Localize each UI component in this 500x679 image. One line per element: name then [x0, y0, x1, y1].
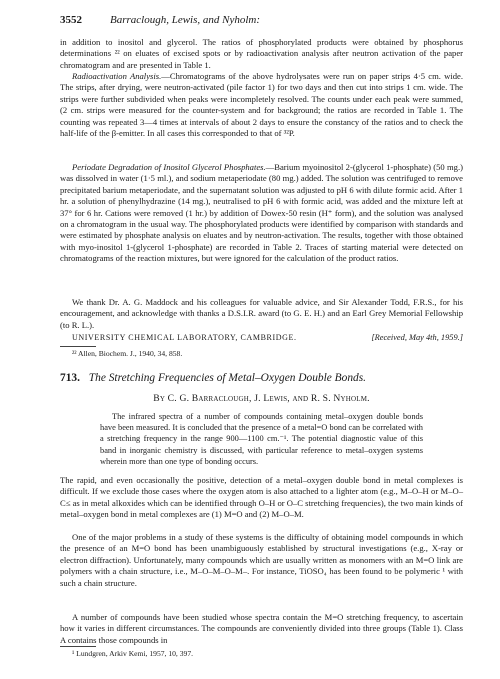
article-abstract: The infrared spectra of a number of compounds containing metal–oxygen double bonds have been measured. It is concluded that the presence of a metal=O bond can be correlated with a stretching frequency in the range 900—1100 cm.⁻¹. The potential diagnostic value of this band in inorganic chemistry is discussed, with particular reference to metal–oxygen systems wherein more than one type of bonding occurs.	[100, 412, 423, 466]
periodate-text: —Barium myoinositol 2-(glycerol 1-phosphate) (50 mg.) was dissolved in water (1·5 ml.), and sodium metaperiodate (80 mg.) added. The solution was centrifuged to remove precipitated barium metaperiodate, and the supernatant solution was adjusted to pH 6 with dilute formic acid. After 1 hr. a solution of phenylhydrazine (14 mg.), neutralised to pH 6 with formic acid, was added and the mixture left at 37° for 6 hr. Cations were removed (1 hr.) by addition of Dowex-50 resin (H⁺ form), and the solution was analysed on a chromatogram in the usual way. The phosphorylated products were identified by comparison with standards and were estimated by phosphate analysis on eluates and by neutron-activation. The results, together with those obtained with myo-inositol 1-(glycerol 1-phosphate) are recorded in Table 2. Traces of starting material were detected on chromatograms of the reaction mixtures, but were ignored for the calculation of the product ratios.	[60, 162, 463, 264]
footnote-divider	[60, 346, 96, 347]
article-number: 713.	[60, 372, 80, 384]
acknowledgement: We thank Dr. A. G. Maddock and his colleagues for valuable advice, and Sir Alexander Todd, F.R.S., for his encouragement, and acknowledge with thanks a D.S.I.R. award (to G. E. H.) and an Earl Grey Memorial Fellowship (to R. L.).	[60, 297, 463, 330]
footnote-22: ²² Allen, Biochem. J., 1940, 34, 858.	[72, 349, 183, 358]
footnote-divider-2	[60, 646, 96, 647]
article-title-text: The Stretching Frequencies of Metal–Oxygen Double Bonds.	[88, 372, 367, 384]
footnote-1: ¹ Lundgren, Arkiv Kemi, 1957, 10, 397.	[72, 649, 194, 658]
page-number: 3552	[60, 14, 82, 26]
radioactivation-text: —Chromatograms of the above hydrolysates were run on paper strips 4·5 cm. wide. The strips, after drying, were neutron-activated (pile factor 1) for two days and then cut into strips 1 cm. wide. The strips were further subdivided when peaks were incompletely resolved. The counts under each peak were summed, (2 cm. strips were measured for the counter-system and for background; the ratios are recorded in Table 1. The counting was repeated 3—4 times at intervals of about 2 days to ensure the constancy of the ratios and to check the half-life of the β-emitter. In all cases this corresponded to that of ³²P.	[60, 71, 463, 139]
paragraph-radioactivation	[60, 71, 463, 139]
paragraph-periodate	[60, 162, 463, 265]
body-paragraph-1: The rapid, and even occasionally the positive, detection of a metal–oxygen double bond in metal complexes is difficult. If we exclude those cases where the oxygen atom is also attached to a lighter atom (e.g., M–O–H or M–O–C≤ as in metal alkoxides which can be identified through O–H or O–C stretching frequencies), the two main kinds of metal–oxygen bond in metal complexes are (1) M=O and (2) M–O–M.	[60, 475, 463, 520]
periodate-heading: Periodate Degradation of Inositol Glycerol Phosphates.	[72, 162, 266, 172]
affiliation: UNIVERSITY CHEMICAL LABORATORY, CAMBRIDGE.	[72, 333, 297, 342]
paragraph-intro: in addition to inositol and glycerol. The ratios of phosphorylated products were obtained by phosphorus determinations ²² on eluates of excised spots or by radioactivation analysis after neutron activation of the paper chromatogram and are presented in Table 1.	[60, 37, 463, 70]
received-date: [Received, May 4th, 1959.]	[371, 333, 463, 342]
body-paragraph-2: One of the major problems in a study of these systems is the difficulty of obtaining model compounds in which the presence of an M=O bond has been unambiguously established by structural investigations (e.g., X-ray or electron diffraction). Unfortunately, many compounds which are usually written as monomers with an M=O link are polymers with a chain structure, i.e., M–O–M–O–M–. For instance, TiOSO₄ has been found to be polymeric ¹ with such a chain structure.	[60, 532, 463, 588]
radioactivation-heading: Radioactivation Analysis.	[72, 71, 162, 81]
affiliation-line	[60, 333, 463, 345]
article-title	[60, 372, 463, 388]
page-header	[60, 14, 463, 30]
running-title: Barraclough, Lewis, and Nyholm:	[110, 14, 261, 26]
body-paragraph-3: A number of compounds have been studied whose spectra contain the M=O stretching frequency, to ascertain how it varies in different circumstances. The compounds are conveniently divided into three groups (Table 1). Class A contains those compounds in	[60, 612, 463, 645]
article-authors: By C. G. Barraclough, J. Lewis, and R. S. Nyholm.	[153, 393, 370, 404]
